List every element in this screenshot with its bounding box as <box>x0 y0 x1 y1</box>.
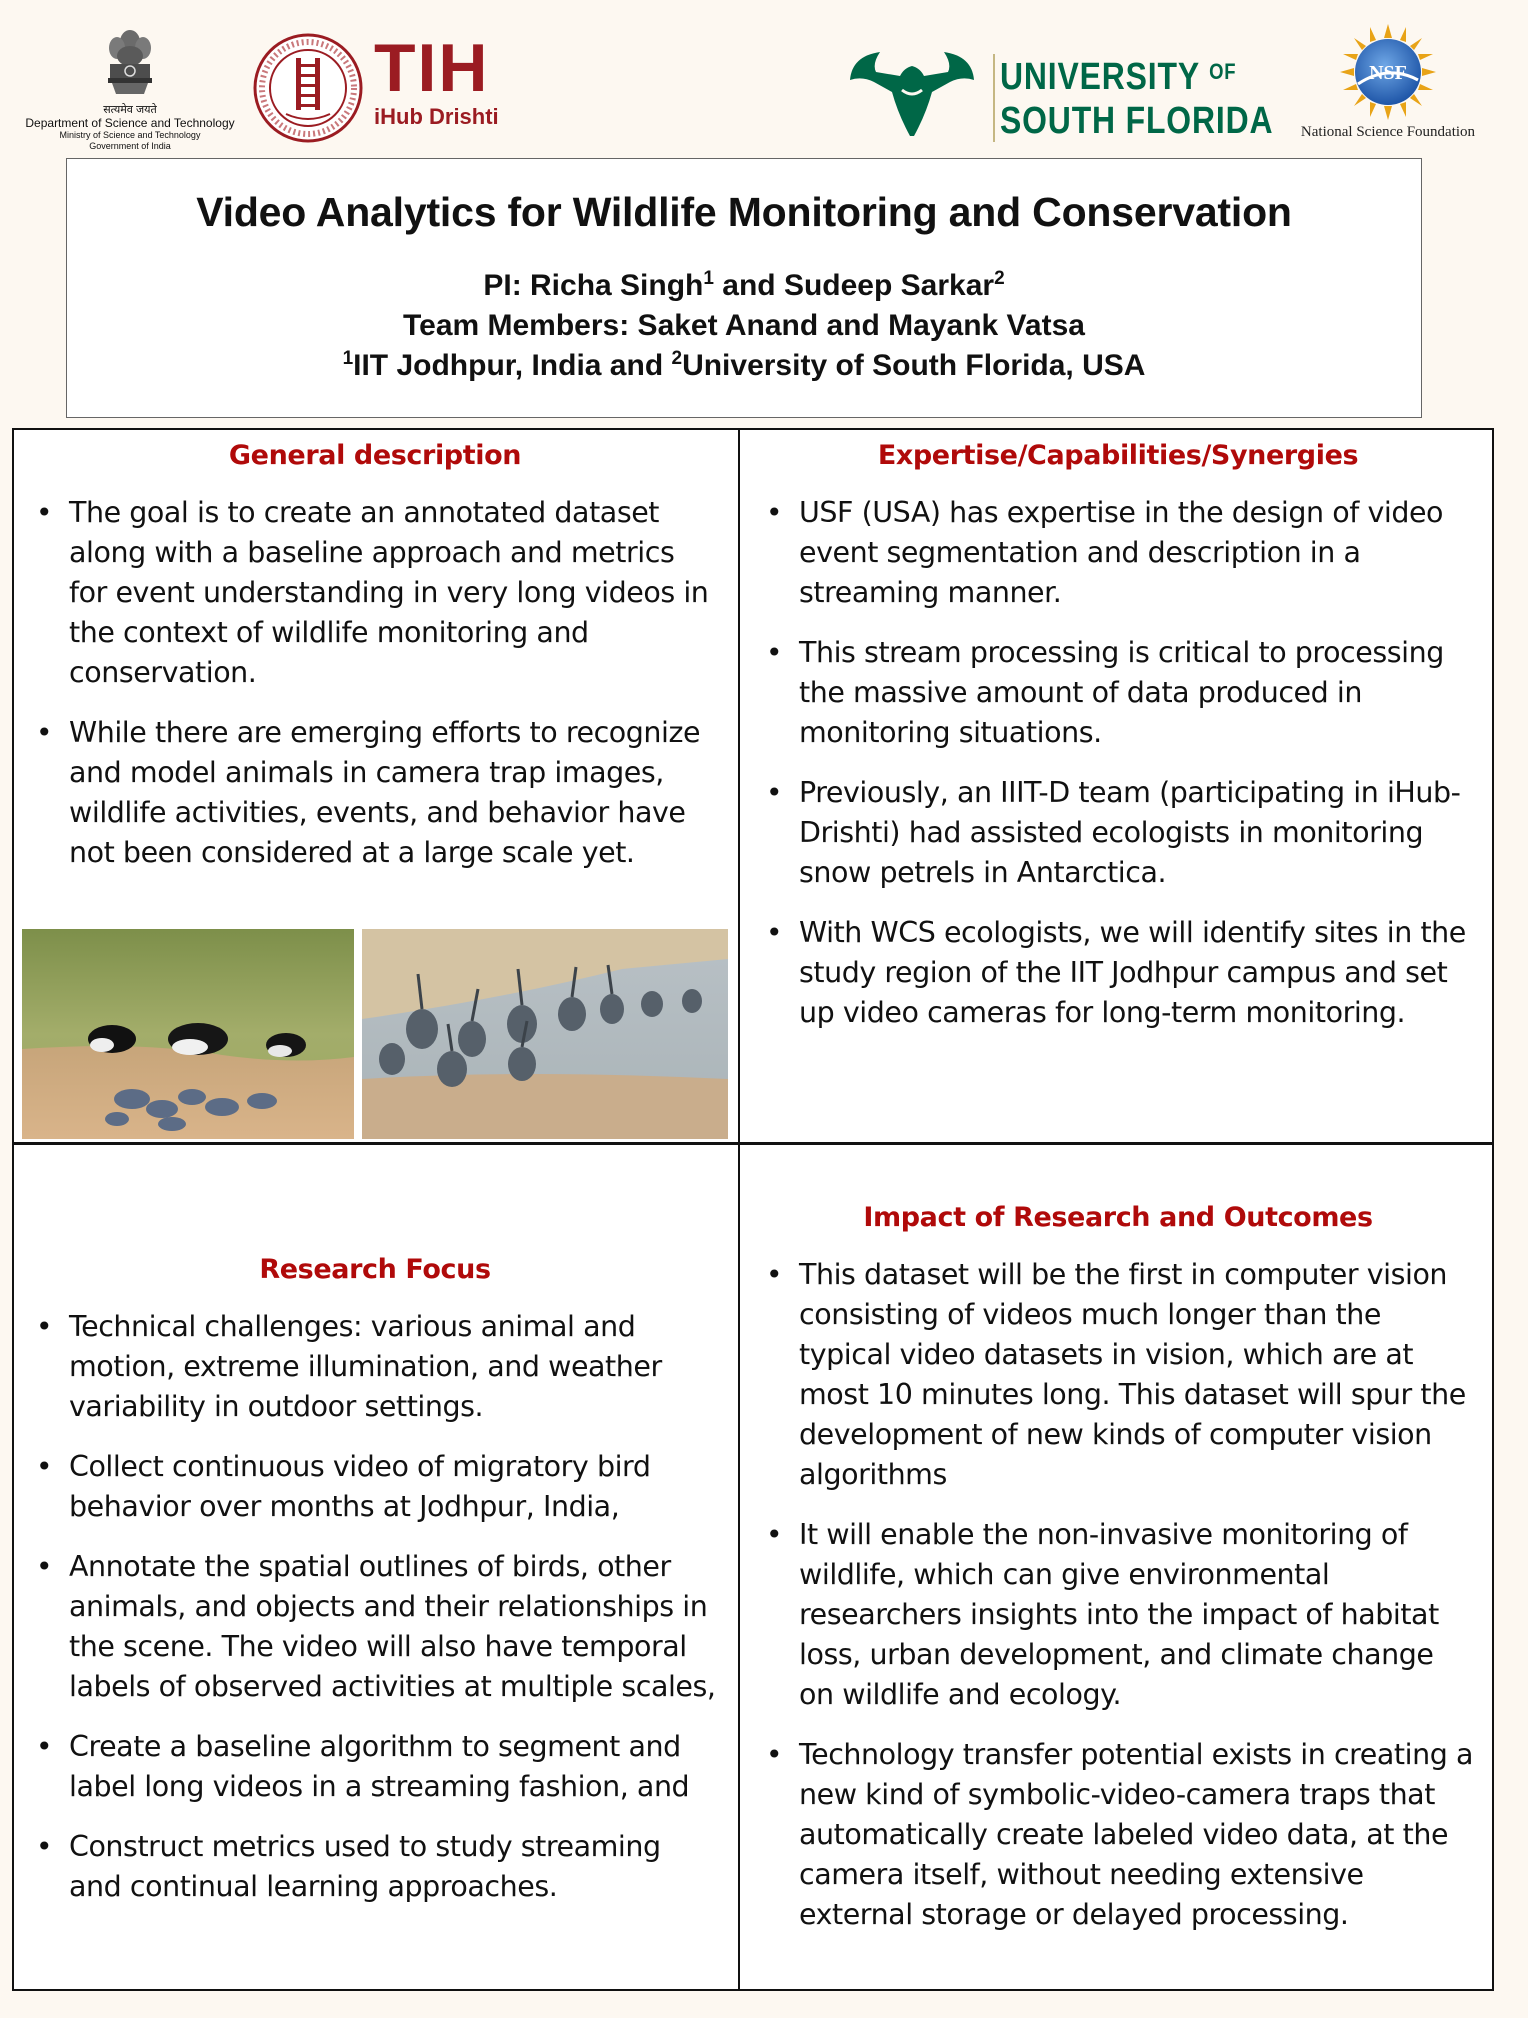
tih-subtitle: iHub Drishti <box>374 104 499 129</box>
credits <box>67 266 1421 386</box>
ashoka-emblem-icon <box>100 24 160 104</box>
pi-line: PI: Richa Singh$^1$ and Sudeep Sarkar$^2$ <box>483 268 1005 302</box>
list-item: • Create a baseline algorithm to segment and label long videos in a streaming fashion, and <box>32 1727 718 1807</box>
dst-motto: सत्यमेव जयते <box>103 104 157 116</box>
general-description-list <box>32 493 718 873</box>
nsf-globe-icon <box>1340 24 1436 120</box>
dst-ministry: Ministry of Science and Technology <box>59 130 201 141</box>
research-focus-list <box>32 1307 718 1907</box>
list-item: • With WCS ecologists, we will identify sites in the study region of the IIT Jodhpur campus and set up video cameras for long-term monitoring. <box>762 913 1474 1033</box>
affiliation-line: $^1$IIT Jodhpur, India and $^2$University of South Florida, USA <box>342 348 1146 382</box>
list-item: • It will enable the non-invasive monitoring of wildlife, which can give environmental researchers insights into the impact of habitat loss, urban development, and climate change on wildlife and ecology. <box>762 1515 1474 1715</box>
list-item: • Construct metrics used to study streaming and continual learning approaches. <box>32 1827 718 1907</box>
expertise-panel <box>740 428 1494 1144</box>
dst-logo <box>20 24 240 154</box>
impact-panel <box>740 1144 1494 1991</box>
usf-bull-icon <box>842 40 982 150</box>
dst-government: Government of India <box>89 140 171 151</box>
tih-wordmark: TIH <box>374 30 490 106</box>
list-item: • Collect continuous video of migratory bird behavior over months at Jodhpur, India, <box>32 1447 718 1527</box>
usf-line2: SOUTH FLORIDA <box>1000 100 1274 142</box>
ducks-photo <box>22 929 354 1139</box>
impact-heading: Impact of Research and Outcomes <box>863 1202 1373 1233</box>
team-line: Team Members: Saket Anand and Mayank Vatsa <box>403 309 1085 342</box>
iit-jodhpur-seal-icon <box>252 32 364 144</box>
impact-list <box>762 1255 1474 1935</box>
research-focus-heading: Research Focus <box>259 1254 491 1285</box>
cranes-photo <box>362 929 728 1139</box>
list-item: • The goal is to create an annotated dataset along with a baseline approach and metrics for event understanding in very long videos in the context of wildlife monitoring and conservation. <box>32 493 718 693</box>
list-item: • Technology transfer potential exists in creating a new kind of symbolic-video-camera traps that automatically create labeled video data, at the camera itself, without needing extensive external storage or delayed processing. <box>762 1735 1474 1935</box>
list-item: • While there are emerging efforts to recognize and model animals in camera trap images, wildlife activities, events, and behavior have not been considered at a large scale yet. <box>32 713 718 873</box>
list-item: • Technical challenges: various animal and motion, extreme illumination, and weather variability in outdoor settings. <box>32 1307 718 1427</box>
general-description-heading: General description <box>228 440 522 471</box>
list-item: • Previously, an IIIT-D team (participating in iHub-Drishti) had assisted ecologists in monitoring snow petrels in Antarctica. <box>762 773 1474 893</box>
research-focus-panel <box>12 1144 738 1991</box>
page-title: Video Analytics for Wildlife Monitoring and Conservation <box>196 189 1292 235</box>
list-item: • USF (USA) has expertise in the design of video event segmentation and description in a streaming manner. <box>762 493 1474 613</box>
nsf-globe-text: NSF <box>1369 62 1407 84</box>
nsf-logo <box>1278 24 1498 154</box>
list-item: • This dataset will be the first in computer vision consisting of videos much longer than the typical video datasets in vision, which are at most 10 minutes long. This dataset will spur the development of new kinds of computer vision algorithms <box>762 1255 1474 1495</box>
panel-grid <box>12 428 1494 1991</box>
expertise-list <box>762 493 1474 1033</box>
list-item: • Annotate the spatial outlines of birds, other animals, and objects and their relationships in the scene. The video will also have temporal labels of observed activities at multiple scales, <box>32 1547 718 1707</box>
usf-line1: UNIVERSITY $^{OF}$ <box>1000 56 1237 98</box>
list-item: • This stream processing is critical to processing the massive amount of data produced in monitoring situations. <box>762 633 1474 753</box>
expertise-heading: Expertise/Capabilities/Synergies <box>877 440 1359 471</box>
dst-department: Department of Science and Technology <box>25 115 235 130</box>
tih-logo <box>374 30 534 144</box>
title-box <box>66 158 1422 418</box>
usf-logo <box>1000 50 1274 150</box>
usf-divider <box>993 54 995 142</box>
nsf-caption: National Science Foundation <box>1300 124 1476 140</box>
